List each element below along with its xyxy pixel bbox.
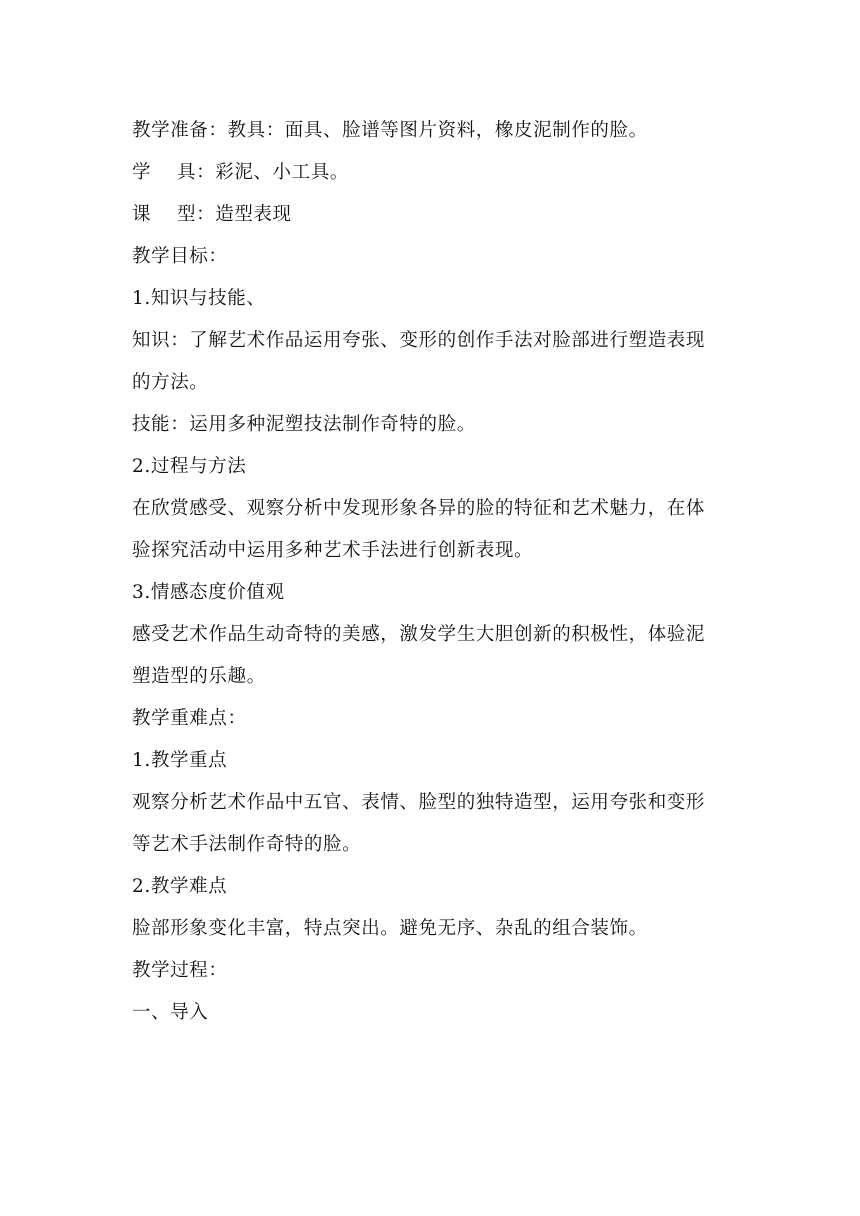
objective-1-heading: 1.知识与技能、 (132, 288, 266, 309)
objective-3-heading: 3.情感态度价值观 (132, 582, 285, 603)
objective-3-body-continuation: 塑造型的乐趣。 (132, 666, 266, 687)
teaching-preparation-line: 教学准备：教具：面具、脸谱等图片资料，橡皮泥制作的脸。 (132, 120, 648, 141)
process-step-1-heading: 一、导入 (132, 1002, 209, 1023)
objective-1-knowledge-continuation: 的方法。 (132, 372, 209, 393)
student-materials-line: 学 具：彩泥、小工具。 (132, 162, 349, 183)
objective-3-body-line: 感受艺术作品生动奇特的美感，激发学生大胆创新的积极性，体验泥 (132, 624, 706, 645)
key-points-heading: 教学重难点： (132, 708, 247, 729)
lesson-type-line: 课 型：造型表现 (132, 204, 292, 225)
objective-2-body-continuation: 验探究活动中运用多种艺术手法进行创新表现。 (132, 540, 534, 561)
document-body (132, 110, 732, 1034)
objective-2-body-line: 在欣赏感受、观察分析中发现形象各异的脸的特征和艺术魅力，在体 (132, 498, 706, 519)
key-point-2-heading: 2.教学难点 (132, 876, 228, 897)
objective-1-knowledge-line: 知识：了解艺术作品运用夸张、变形的创作手法对脸部进行塑造表现 (132, 330, 706, 351)
key-point-2-body-line: 脸部形象变化丰富，特点突出。避免无序、杂乱的组合装饰。 (132, 918, 648, 939)
process-heading: 教学过程： (132, 960, 228, 981)
objective-2-heading: 2.过程与方法 (132, 456, 247, 477)
key-point-1-heading: 1.教学重点 (132, 750, 228, 771)
objectives-heading: 教学目标： (132, 246, 228, 267)
objective-1-skill-line: 技能：运用多种泥塑技法制作奇特的脸。 (132, 414, 476, 435)
key-point-1-body-continuation: 等艺术手法制作奇特的脸。 (132, 834, 362, 855)
key-point-1-body-line: 观察分析艺术作品中五官、表情、脸型的独特造型，运用夸张和变形 (132, 792, 706, 813)
